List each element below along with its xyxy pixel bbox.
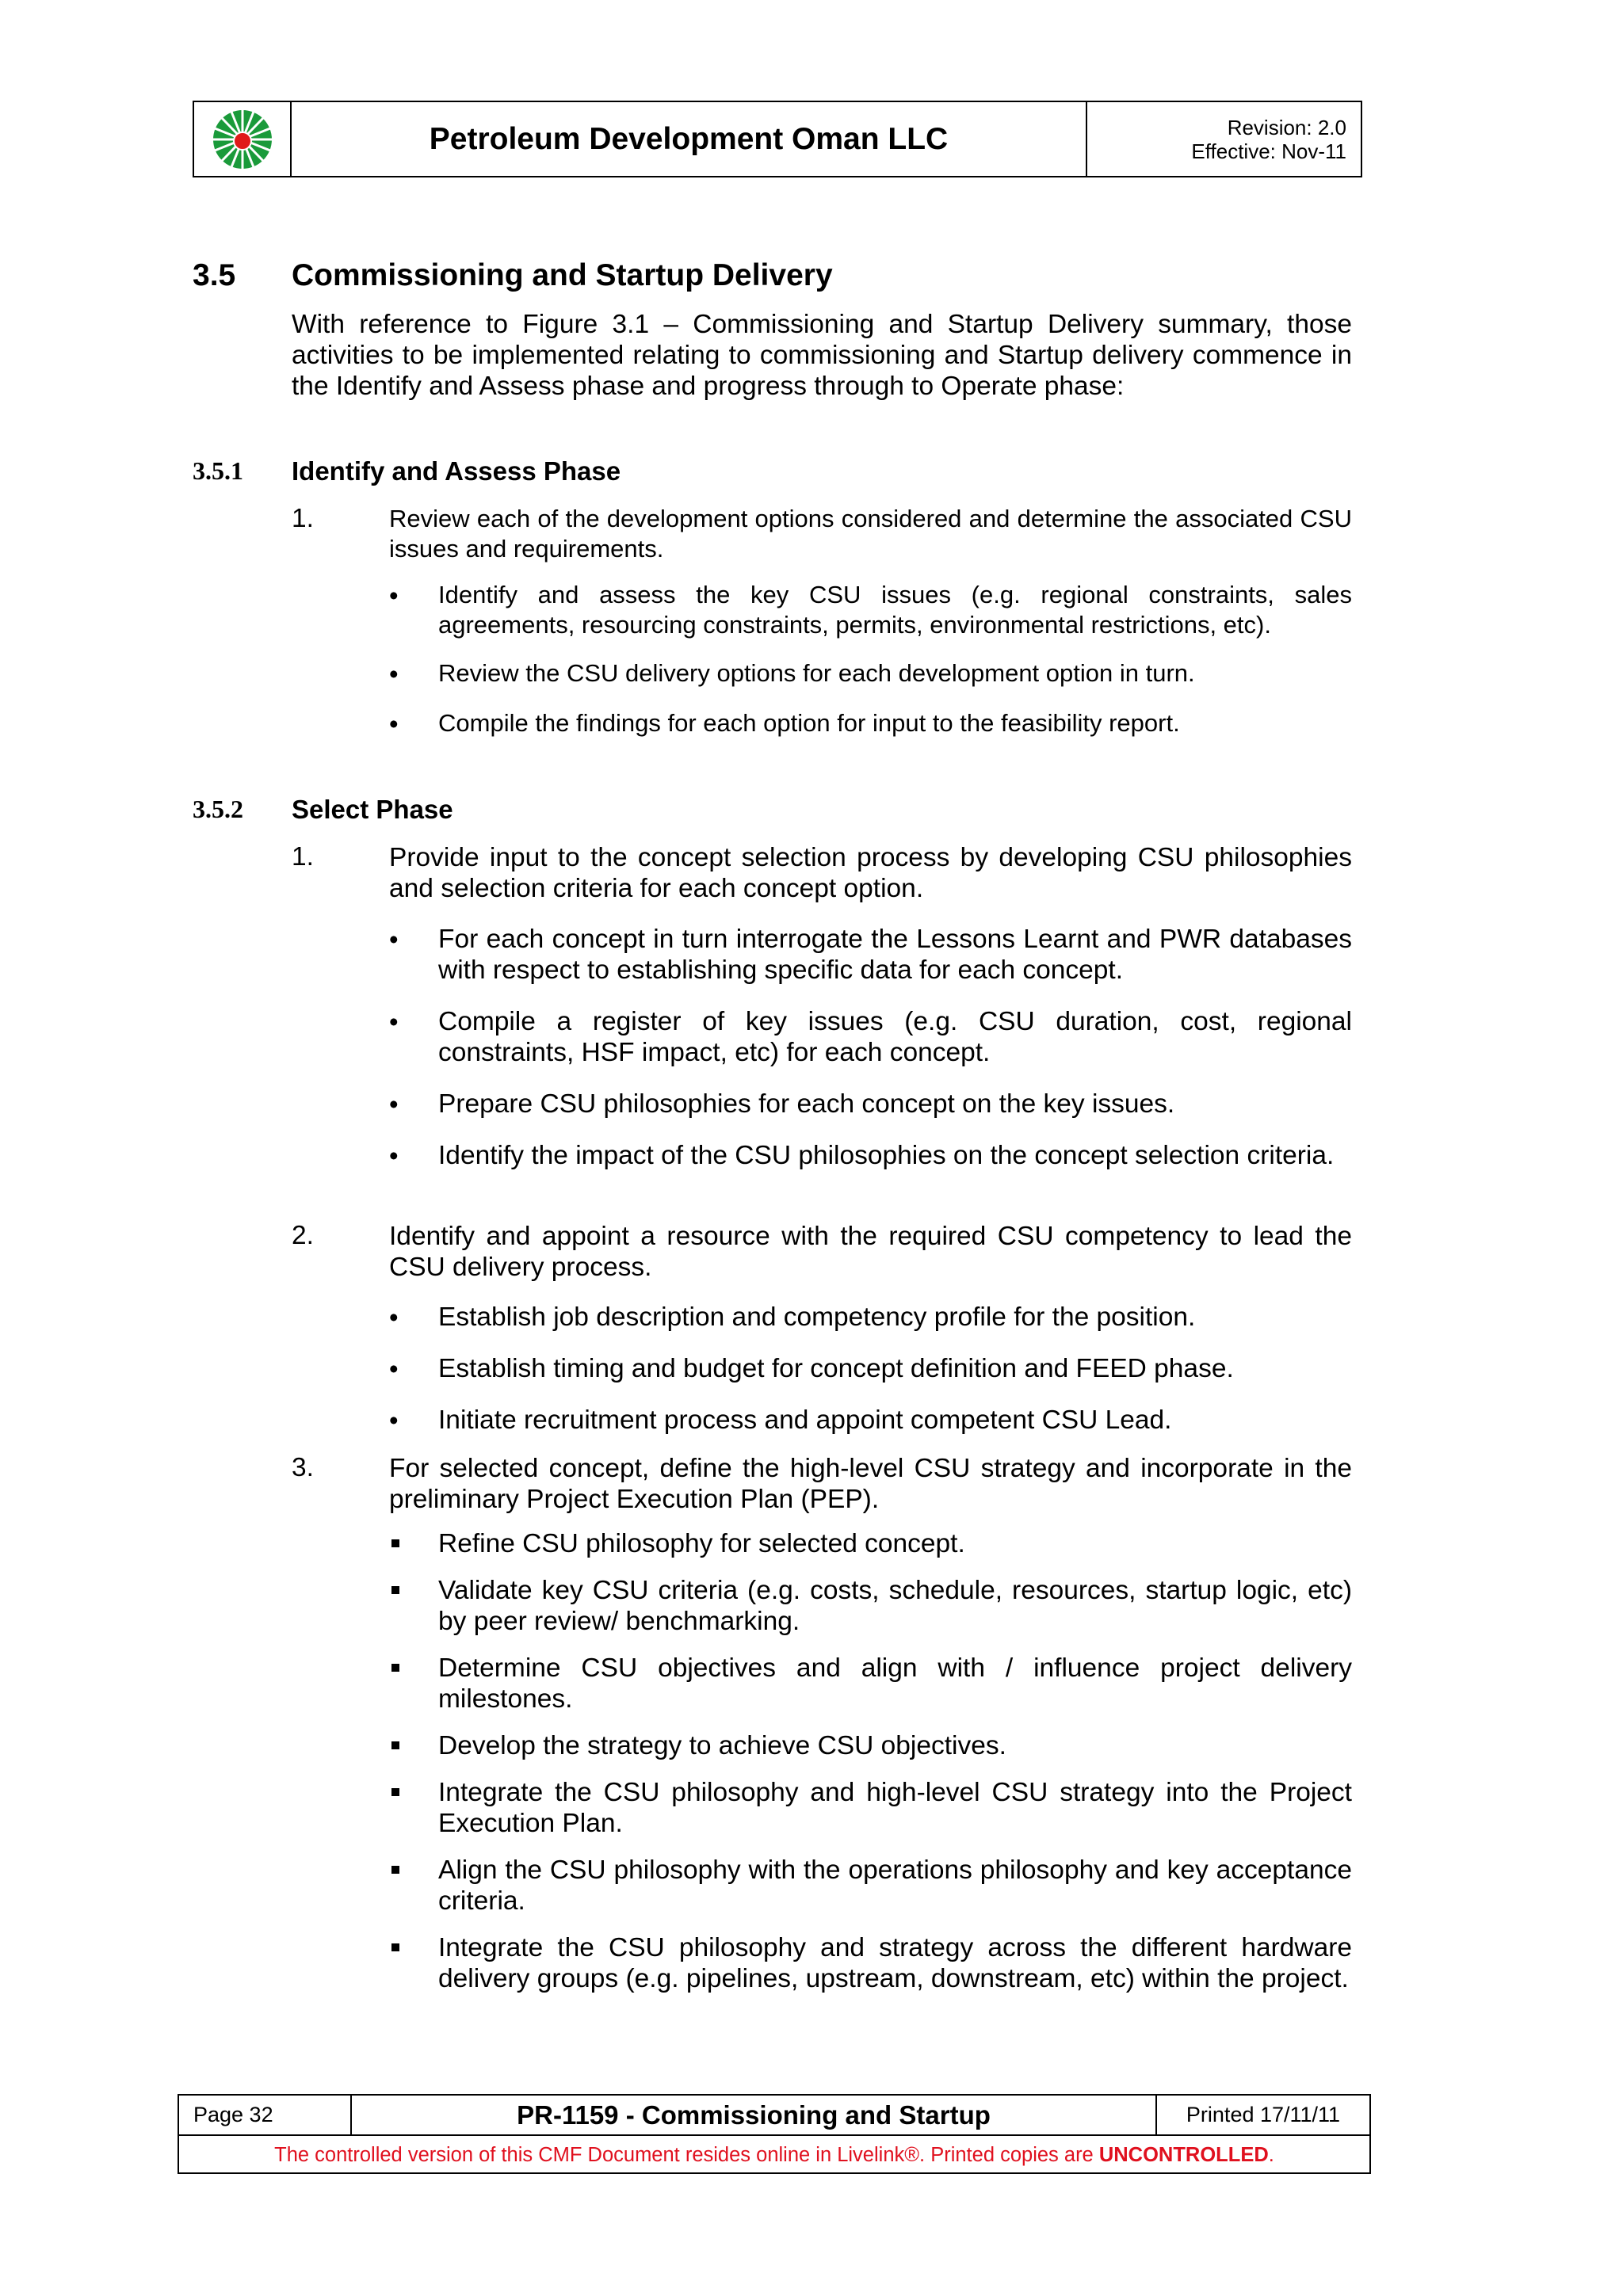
subsection-title: Identify and Assess Phase <box>292 456 621 486</box>
square-bullet-icon <box>391 1586 399 1594</box>
subsection-number: 3.5.2 <box>193 795 243 823</box>
bullet-text: Establish job description and competency profile for the position. <box>438 1302 1196 1332</box>
bullet-text: Validate key CSU criteria (e.g. costs, schedule, resources, startup logic, etc) by peer review/ benchmarking. <box>438 1576 1352 1636</box>
square-bullet-icon <box>391 1788 399 1796</box>
subsection-title: Select Phase <box>292 795 453 824</box>
bullet-text: Align the CSU philosophy with the operations philosophy and key acceptance criteria. <box>438 1855 1352 1916</box>
printed-date: Printed 17/11/11 <box>1186 2103 1341 2126</box>
bullet-text: Establish timing and budget for concept definition and FEED phase. <box>438 1354 1234 1383</box>
square-bullet-icon <box>391 1741 399 1749</box>
logo-cell <box>194 102 292 176</box>
document-header <box>193 101 1362 177</box>
bullet-icon: • <box>389 1007 399 1036</box>
bullet-text: Integrate the CSU philosophy and strategy across the different hardware delivery groups (e.g. pipelines, upstream, downstream, etc) within the project. <box>438 1933 1352 1993</box>
bullet-icon: • <box>389 1089 399 1119</box>
bullet-text: Identify and assess the key CSU issues (e.g. regional constraints, sales agreements, resourcing constraints, permits, environmental restrictions, etc). <box>438 581 1352 639</box>
bullet-icon: • <box>389 1302 399 1332</box>
bullet-text: Compile a register of key issues (e.g. CSU duration, cost, regional constraints, HSF impact, etc) for each concept. <box>438 1007 1352 1067</box>
bullet-text: Review the CSU delivery options for each development option in turn. <box>438 659 1195 687</box>
notice-text: The controlled version of this CMF Document resides online in Livelink®. Printed copies are <box>274 2143 1094 2166</box>
section-number: 3.5 <box>193 258 236 292</box>
bullet-text: For each concept in turn interrogate the Lessons Learnt and PWR databases with respect to establishing specific data for each concept. <box>438 925 1352 985</box>
company-name: Petroleum Development Oman LLC <box>292 102 1087 176</box>
bullet-text: Determine CSU objectives and align with / influence project delivery milestones. <box>438 1653 1352 1714</box>
controlled-copy-notice <box>179 2136 1369 2174</box>
list-number: 2. <box>292 1221 314 1250</box>
bullet-text: Refine CSU philosophy for selected concept. <box>438 1529 965 1558</box>
square-bullet-icon <box>391 1539 399 1547</box>
bullet-text: Integrate the CSU philosophy and high-level CSU strategy into the Project Execution Plan. <box>438 1778 1352 1838</box>
effective-date: Effective: Nov-11 <box>1191 139 1346 163</box>
list-item-text: Identify and appoint a resource with the required CSU competency to lead the CSU delivery process. <box>389 1222 1352 1282</box>
square-bullet-icon <box>391 1664 399 1672</box>
subsection-number: 3.5.1 <box>193 456 243 485</box>
page-number: Page 32 <box>179 2096 352 2134</box>
footer-info-row <box>179 2096 1369 2136</box>
bullet-icon: • <box>389 1354 399 1383</box>
list-number: 1. <box>292 842 314 871</box>
notice-uncontrolled: UNCONTROLLED <box>1098 2143 1269 2166</box>
list-item-text: Review each of the development options considered and determine the associated CSU issues and requirements. <box>389 505 1352 563</box>
bullet-icon: • <box>389 925 399 954</box>
list-number: 3. <box>292 1453 314 1482</box>
square-bullet-icon <box>391 1866 399 1874</box>
bullet-icon: • <box>389 1405 399 1435</box>
revision-info <box>1087 102 1361 176</box>
document-title: PR-1159 - Commissioning and Startup <box>352 2096 1157 2134</box>
list-item-text: Provide input to the concept selection process by developing CSU philosophies and selection criteria for each concept option. <box>389 843 1352 903</box>
bullet-text: Identify the impact of the CSU philosophies on the concept selection criteria. <box>438 1141 1335 1170</box>
notice-period: . <box>1268 2143 1274 2166</box>
bullet-text: Compile the findings for each option for input to the feasibility report. <box>438 709 1180 737</box>
bullet-text: Initiate recruitment process and appoint competent CSU Lead. <box>438 1405 1172 1435</box>
square-bullet-icon <box>391 1943 399 1951</box>
bullet-text: Prepare CSU philosophies for each concept on the key issues. <box>438 1089 1175 1119</box>
bullet-icon: • <box>389 659 399 688</box>
section-title: Commissioning and Startup Delivery <box>292 258 833 292</box>
pdo-logo-icon <box>212 109 273 170</box>
list-number: 1. <box>292 504 314 533</box>
bullet-text: Develop the strategy to achieve CSU objectives. <box>438 1731 1006 1760</box>
bullet-icon: • <box>389 581 399 610</box>
document-footer <box>178 2094 1371 2174</box>
list-item-text: For selected concept, define the high-level CSU strategy and incorporate in the preliminary Project Execution Plan (PEP). <box>389 1454 1352 1514</box>
bullet-icon: • <box>389 1141 399 1170</box>
revision-text: Revision: 2.0 <box>1227 115 1346 139</box>
section-intro: With reference to Figure 3.1 – Commissioning and Startup Delivery summary, those activities to be implemented relating to commissioning and Startup delivery commence in the Identify and Assess phase and progress through to Operate phase: <box>292 310 1352 401</box>
bullet-icon: • <box>389 709 399 738</box>
